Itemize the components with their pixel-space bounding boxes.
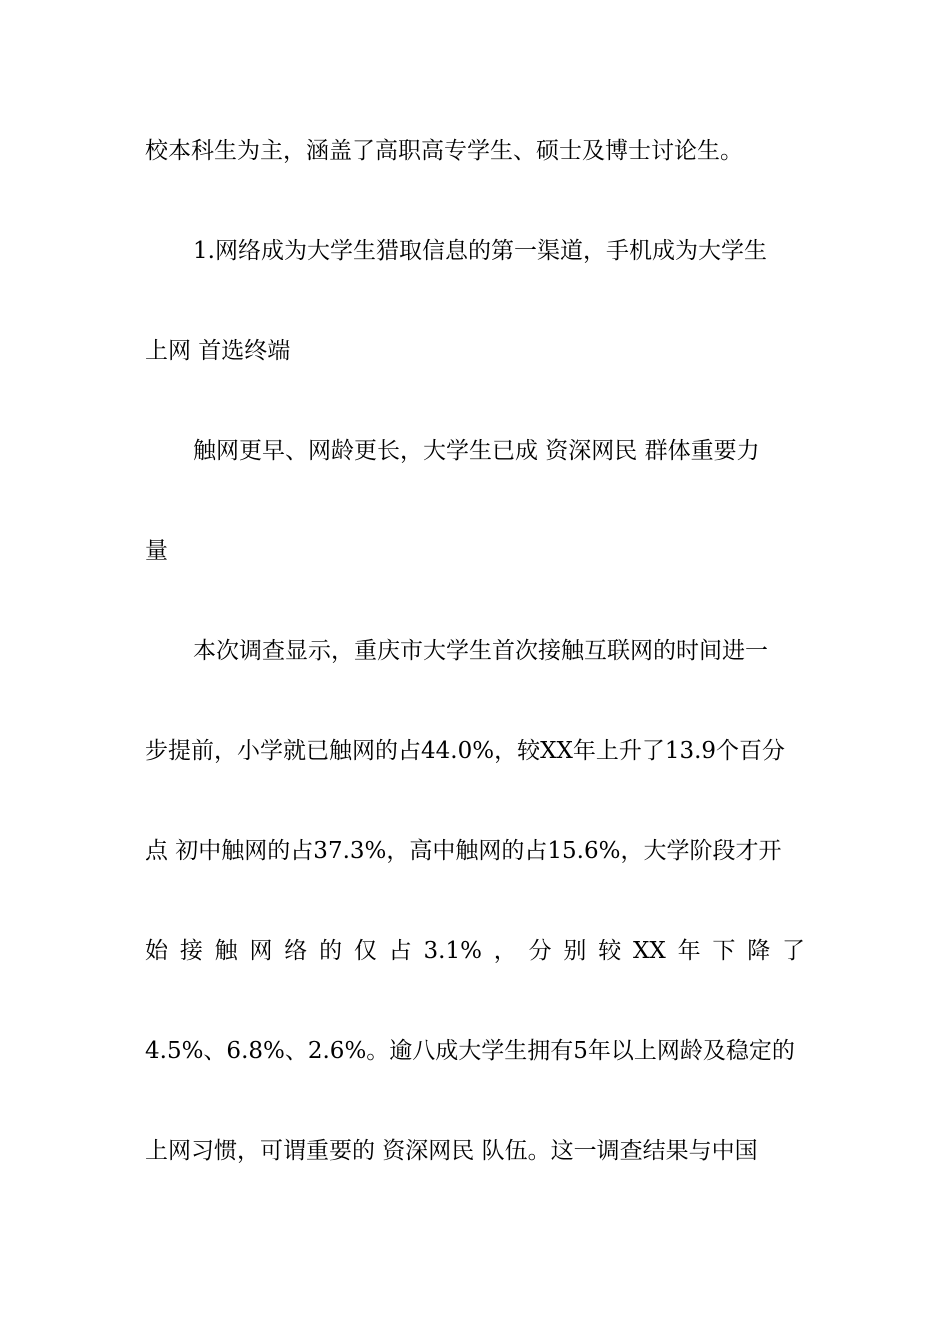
line-9-word: 接 bbox=[179, 938, 203, 964]
text-line-2: 1.网络成为大学生猎取信息的第一渠道，手机成为大学生 bbox=[193, 238, 767, 264]
line-9-word: 下 bbox=[712, 938, 736, 964]
line-9-word: 的 bbox=[319, 938, 343, 964]
text-line-10: 4.5%、6.8%、2.6%。逾八成大学生拥有5年以上网龄及稳定的 bbox=[145, 1038, 795, 1064]
line-9-word: 降 bbox=[747, 938, 771, 964]
line-9-word: 3.1% bbox=[423, 938, 482, 964]
text-line-7: 步提前，小学就已触网的占44.0%，较XX年上升了13.9个百分 bbox=[145, 738, 786, 764]
line-9-word: 触 bbox=[214, 938, 238, 964]
text-line-9 bbox=[145, 936, 805, 966]
line-9-word: 了 bbox=[782, 938, 805, 964]
line-9-word: 较 bbox=[598, 938, 622, 964]
line-9-word: 别 bbox=[563, 938, 587, 964]
line-9-word: 占 bbox=[388, 938, 412, 964]
line-9-word: ， bbox=[493, 938, 517, 964]
line-9-word: 网 bbox=[249, 938, 273, 964]
text-line-5: 量 bbox=[145, 538, 168, 564]
text-line-3: 上网 首选终端 bbox=[145, 338, 291, 364]
line-9-word: 络 bbox=[284, 938, 308, 964]
line-9-word: 仅 bbox=[353, 938, 377, 964]
text-line-4: 触网更早、网龄更长，大学生已成 资深网民 群体重要力 bbox=[193, 438, 760, 464]
text-line-11: 上网习惯，可谓重要的 资深网民 队伍。这一调查结果与中国 bbox=[145, 1138, 758, 1164]
text-line-8: 点 初中触网的占37.3%，高中触网的占15.6%，大学阶段才开 bbox=[145, 838, 782, 864]
text-line-6: 本次调查显示，重庆市大学生首次接触互联网的时间进一 bbox=[193, 638, 768, 664]
text-line-1: 校本科生为主，涵盖了高职高专学生、硕士及博士讨论生。 bbox=[145, 138, 743, 164]
line-9-word: XX bbox=[633, 938, 666, 964]
line-9-word: 年 bbox=[677, 938, 701, 964]
line-9-word: 始 bbox=[145, 938, 168, 964]
line-9-word: 分 bbox=[528, 938, 552, 964]
